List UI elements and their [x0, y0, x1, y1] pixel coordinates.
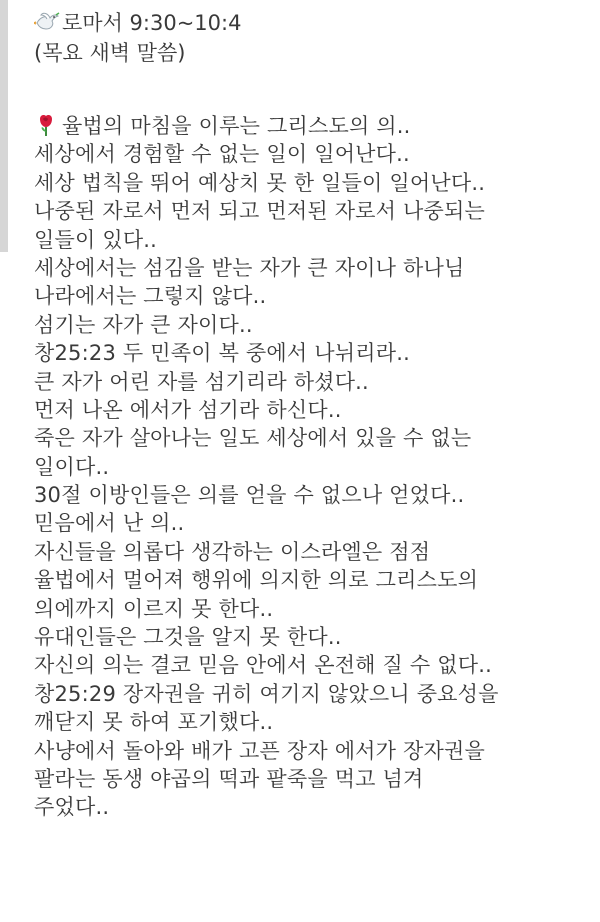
- text-line: 일들이 있다..: [34, 227, 158, 252]
- text-line: 자신들을 의롭다 생각하는 이스라엘은 점점: [34, 539, 431, 564]
- spacer: [34, 68, 594, 112]
- text-line: 일이다..: [34, 454, 110, 479]
- text-line: 유대인들은 그것을 알지 못 한다..: [34, 625, 342, 650]
- text-line: 주었다..: [34, 795, 110, 820]
- note-body: [34, 112, 594, 822]
- text-line: 섬기는 자가 큰 자이다..: [34, 312, 253, 337]
- text-line: 세상에서는 섬김을 받는 자가 큰 자이나 하나님: [34, 255, 465, 280]
- note-content: [34, 8, 594, 822]
- text-line: 죽은 자가 살아나는 일도 세상에서 있을 수 없는: [34, 426, 472, 451]
- text-line: 30절 이방인들은 의를 얻을 수 없으나 얻었다..: [34, 483, 465, 508]
- text-line: 창25:29 장자권을 귀히 여기지 않았으니 중요성을: [34, 681, 499, 706]
- text-line: 율법의 마침을 이루는 그리스도의 의..: [34, 112, 594, 140]
- text-line: 의에까지 이르지 못 한다..: [34, 596, 274, 621]
- note-title: 로마서 9:30~10:4: [62, 11, 242, 35]
- left-margin-rule: [0, 0, 8, 252]
- dove-icon: [34, 11, 60, 33]
- text-line: 팔라는 동생 야곱의 떡과 팥죽을 먹고 넘겨: [34, 766, 424, 791]
- note-subtitle: (목요 새벽 말씀): [34, 41, 186, 65]
- text-line: 사냥에서 돌아와 배가 고픈 장자 에서가 장자권을: [34, 738, 485, 763]
- rose-icon: [34, 113, 58, 137]
- text-line: 창25:23 두 민족이 복 중에서 나뉘리라..: [34, 341, 410, 366]
- text-line: 깨닫지 못 하여 포기했다..: [34, 710, 274, 735]
- text-line: 큰 자가 어린 자를 섬기리라 하셨다..: [34, 369, 369, 394]
- text-line: 세상에서 경험할 수 없는 일이 일어난다..: [34, 142, 410, 167]
- text-line: 자신의 의는 결코 믿음 안에서 온전해 질 수 없다..: [34, 653, 492, 678]
- text-line: 먼저 나온 에서가 섬기라 하신다..: [34, 397, 342, 422]
- text-line: 나라에서는 그렇지 않다..: [34, 284, 267, 309]
- text-line: 나중된 자로서 먼저 되고 먼저된 자로서 나중되는: [34, 199, 485, 224]
- text-line: 율법에서 멀어져 행위에 의지한 의로 그리스도의: [34, 568, 479, 593]
- text-line: 세상 법칙을 뛰어 예상치 못 한 일들이 일어난다..: [34, 170, 486, 195]
- note-header: [34, 8, 594, 38]
- text-line: 믿음에서 난 의..: [34, 511, 185, 536]
